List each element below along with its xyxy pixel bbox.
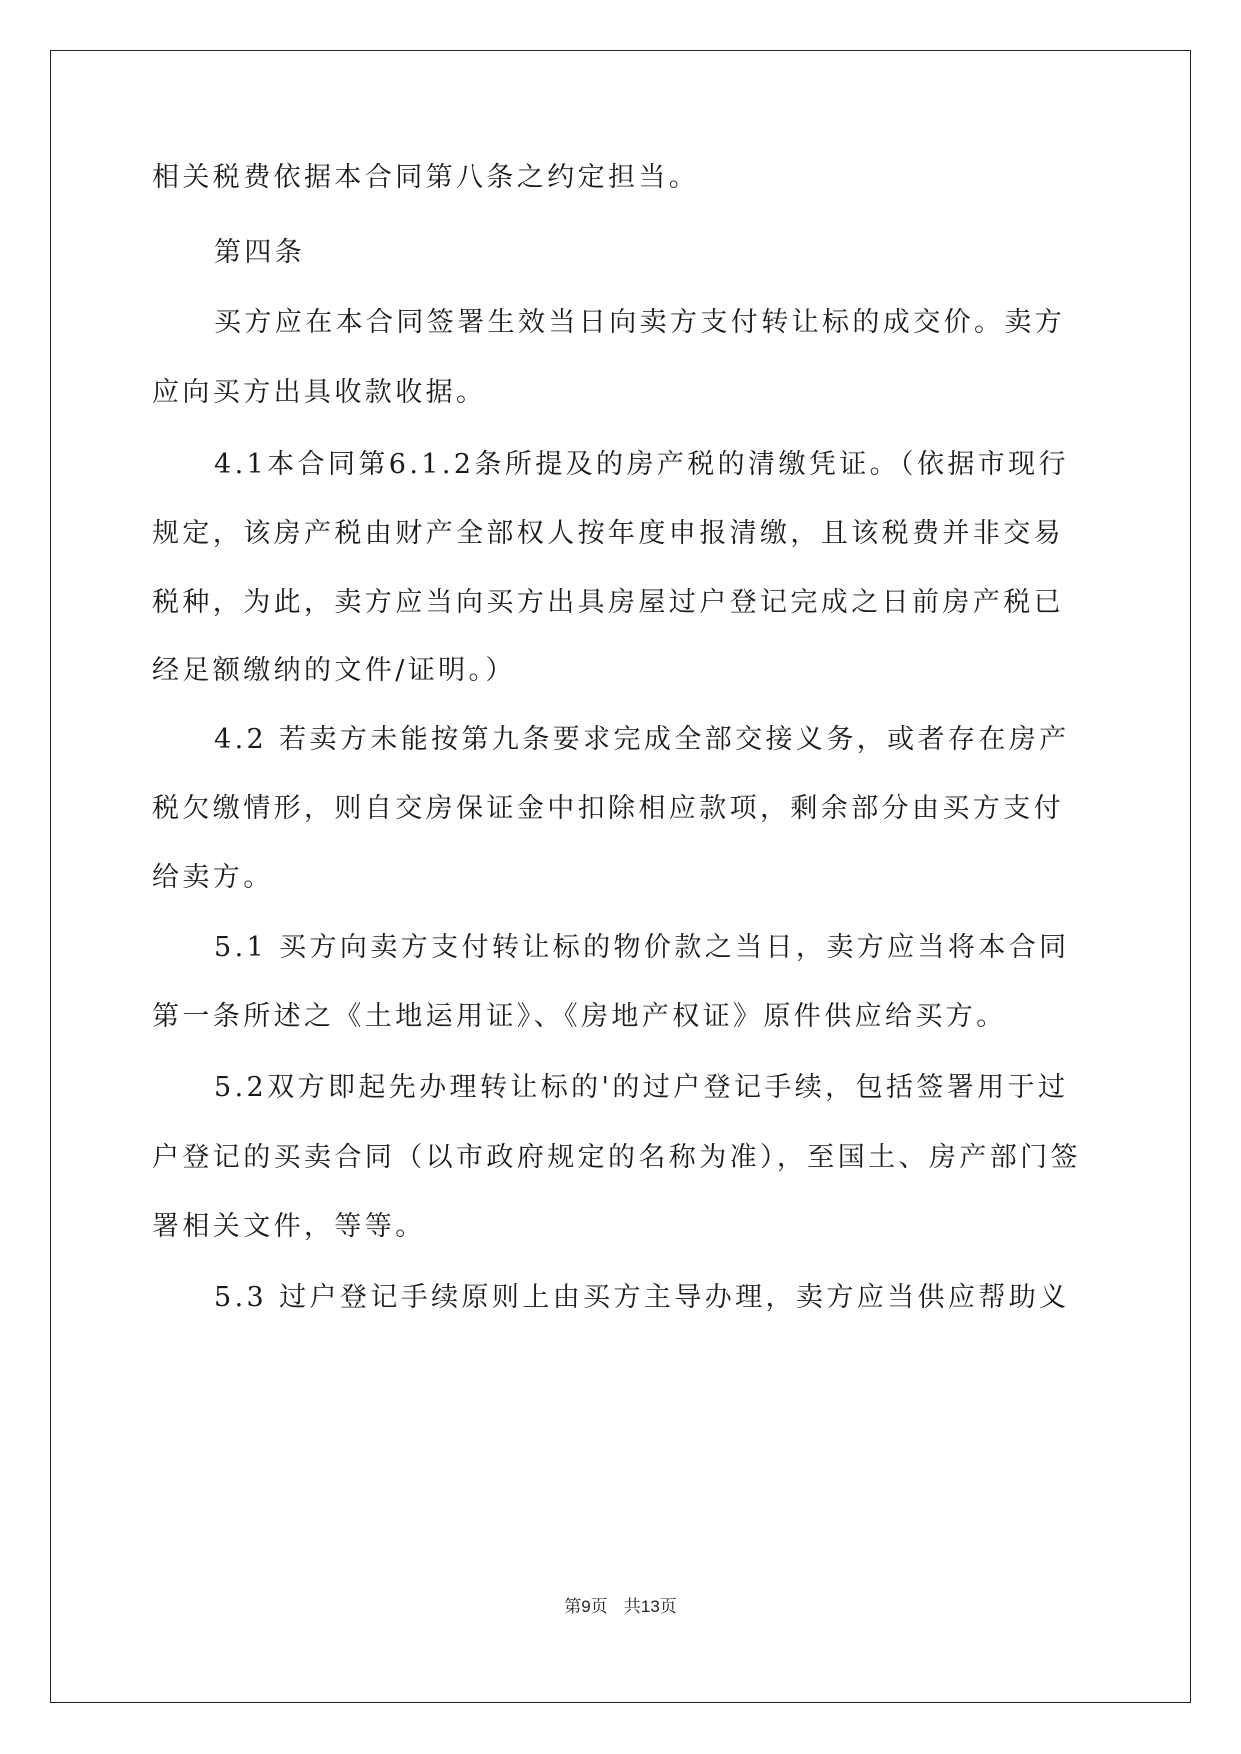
text-line: 相关税费依据本合同第八条之约定担当。 (152, 162, 700, 193)
page-number: 9 (581, 1597, 591, 1616)
text-line: 4.2 若卖方未能按第九条要求完成全部交接义务，或者存在房产 (214, 724, 1070, 755)
text-line: 第一条所述之《土地运用证》、《房地产权证》原件供应给买方。 (152, 1001, 1007, 1032)
text-line: 应向买方出具收款收据。 (152, 377, 487, 408)
page-prefix: 第 (564, 1597, 582, 1617)
text-line: 经足额缴纳的文件/证明。） (152, 655, 516, 686)
total-pages: 13 (640, 1597, 660, 1616)
text-line: 5.1 买方向卖方支付转让标的物价款之当日，卖方应当将本合同 (214, 932, 1070, 963)
page-suffix: 页 (590, 1597, 608, 1617)
text-line: 5.3 过户登记手续原则上由买方主导办理，卖方应当供应帮助义 (214, 1282, 1070, 1313)
text-line: 4.1本合同第6.1.2条所提及的房产税的清缴凭证。（依据市现行 (214, 449, 1069, 480)
total-suffix: 页 (659, 1597, 677, 1617)
section-heading: 第四条 (214, 237, 306, 268)
text-line: 5.2双方即起先办理转让标的'的过户登记手续，包括签署用于过 (214, 1072, 1069, 1103)
text-line: 税种，为此，卖方应当向买方出具房屋过户登记完成之日前房产税已 (152, 587, 1064, 618)
text-line: 规定，该房产税由财产全部权人按年度申报清缴，且该税费并非交易 (152, 518, 1064, 549)
text-line: 署相关文件，等等。 (152, 1211, 426, 1242)
text-line: 给卖方。 (152, 862, 274, 893)
text-line: 买方应在本合同签署生效当日向卖方支付转让标的成交价。卖方 (214, 307, 1066, 338)
text-line: 户登记的买卖合同（以市政府规定的名称为准），至国土、房产部门签 (152, 1142, 1081, 1173)
text-line: 税欠缴情形，则自交房保证金中扣除相应款项，剩余部分由买方支付 (152, 793, 1064, 824)
total-prefix: 共 (623, 1597, 641, 1617)
page-footer (0, 1595, 1241, 1619)
